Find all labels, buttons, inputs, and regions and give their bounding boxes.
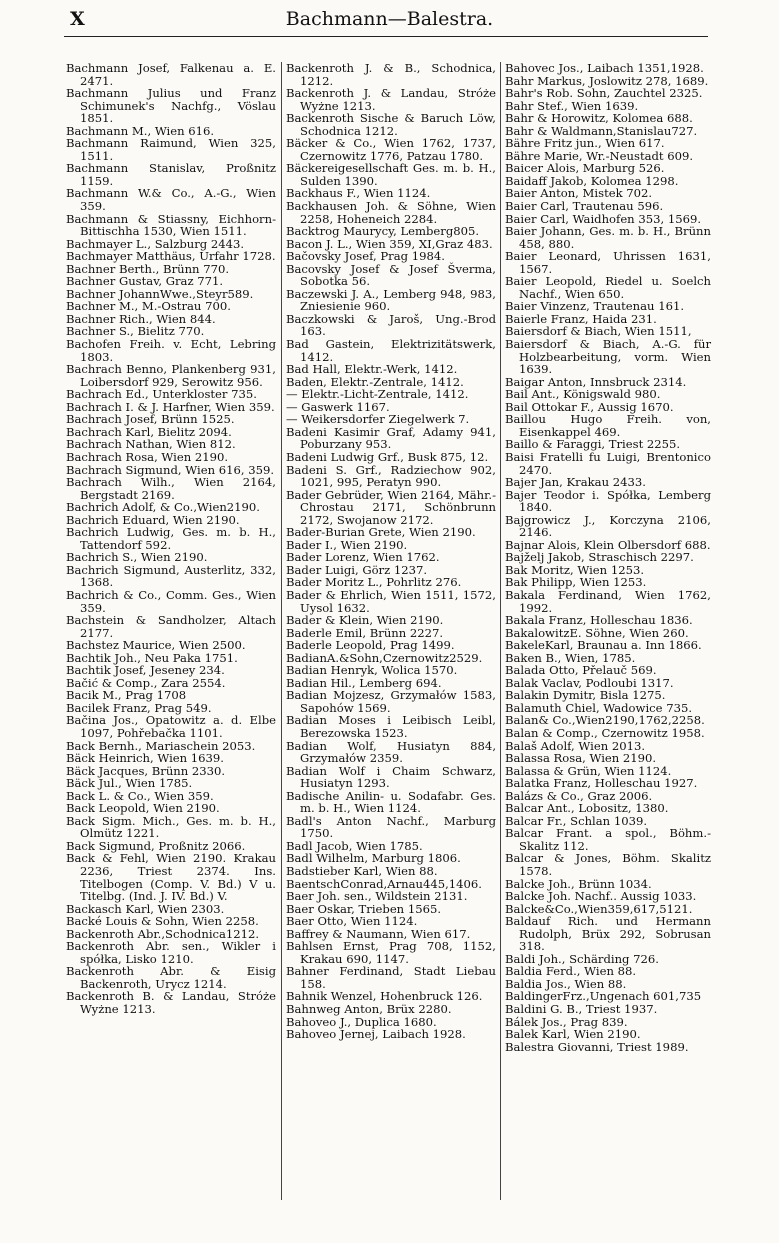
- directory-entry: Baidaff Jakob, Kolomea 1298.: [505, 173, 679, 188]
- directory-entry: Bäck Jacques, Brünn 2330.: [66, 763, 226, 778]
- directory-entry: Bäck Jul., Wien 1785.: [66, 776, 193, 791]
- directory-entry: Bader & Klein, Wien 2190.: [286, 613, 444, 628]
- page-title: Bachmann—Balestra.: [285, 8, 494, 30]
- directory-entry: Bachrach Benno, Plankenberg 931, Loibersdorf 929, Serowitz 956.: [66, 362, 276, 389]
- directory-entry: Balassa & Grün, Wien 1124.: [505, 763, 672, 778]
- directory-entry: Badl's Anton Nachf., Marburg 1750.: [286, 813, 496, 841]
- directory-entry: Bahr's Rob. Sohn, Zauchtel 2325.: [505, 86, 703, 101]
- directory-entry: Balatka Franz, Holleschau 1927.: [505, 776, 698, 791]
- directory-entry: Baldini G. B., Triest 1937.: [505, 1002, 658, 1017]
- directory-entry: Bačina Jos., Opatowitz a. d. Elbe 1097, Pohřebačka 1101.: [66, 713, 276, 740]
- directory-entry: Bachrach Karl, Bielitz 2094.: [66, 424, 232, 439]
- directory-entry: BaentschConrad,Arnau445,1406.: [286, 876, 482, 891]
- directory-entry: Bacilek Franz, Prag 549.: [66, 700, 212, 715]
- directory-entry: Bahnweg Anton, Brüx 2280.: [286, 1002, 452, 1017]
- directory-entry: Bachmayer Matthäus, Urfahr 1728.: [66, 249, 276, 264]
- directory-entry: Bachtik Joh., Neu Paka 1751.: [66, 650, 238, 665]
- directory-entry: Bachmann Raimund, Wien 325, 1511.: [66, 136, 276, 163]
- directory-entry: Bachner Rich., Wien 844.: [66, 311, 216, 326]
- directory-entry: Bad Gastein, Elektrizitätswerk, 1412.: [286, 337, 496, 364]
- directory-entry: Bachrach Ed., Unterkloster 735.: [66, 387, 257, 402]
- directory-entry: Balcke Joh., Brünn 1034.: [505, 876, 652, 891]
- directory-entry: Baldi Joh., Schärding 726.: [505, 951, 659, 966]
- directory-entry: Bähre Marie, Wr.-Neustadt 609.: [505, 148, 694, 163]
- directory-entry: Bachner JohannWwe.,Steyr589.: [66, 286, 254, 301]
- directory-entry: Baier Carl, Trautenau 596.: [505, 199, 664, 214]
- directory-entry: Bachrich Sigmund, Austerlitz, 332, 1368.: [66, 562, 276, 590]
- directory-entry: Bachmayer L., Salzburg 2443.: [66, 236, 245, 251]
- directory-entry: Balcar Ant., Lobositz, 1380.: [505, 801, 669, 816]
- directory-entry: Balestra Giovanni, Triest 1989.: [505, 1039, 689, 1054]
- directory-entry: Bachmann M., Wien 616.: [66, 123, 215, 138]
- directory-entry: Bachofen Freih. v. Echt, Lebring 1803.: [66, 337, 276, 364]
- directory-entry: Balek Karl, Wien 2190.: [505, 1027, 641, 1042]
- directory-entry: Bajer Jan, Krakau 2433.: [505, 475, 646, 490]
- column-3: [505, 62, 711, 1053]
- directory-entry: Back Sigmund, Proßnitz 2066.: [66, 838, 246, 853]
- directory-entry: Backé Louis & Sohn, Wien 2258.: [66, 914, 259, 929]
- directory-entry: Baiersdorf & Biach, A.-G. für Holzbearbeitung, vorm. Wien 1639.: [505, 337, 711, 377]
- directory-entry: Bajer Teodor i. Spółka, Lemberg 1840.: [505, 487, 711, 515]
- page-header: [0, 6, 779, 34]
- directory-entry: Bačić & Comp., Zara 2554.: [66, 675, 226, 690]
- directory-entry: Badian Hil., Lemberg 694.: [286, 675, 442, 690]
- directory-entry: Bader Luigi, Görz 1237.: [286, 562, 428, 577]
- directory-entry: Badian Wolf i Chaim Schwarz, Husiatyn 1293.: [286, 763, 496, 791]
- page-number: X: [70, 8, 85, 30]
- directory-entry: Baldia Jos., Wien 88.: [505, 976, 627, 991]
- directory-entry: Bachstein & Sandholzer, Altach 2177.: [66, 613, 276, 640]
- directory-entry: Bak Philipp, Wien 1253.: [505, 575, 647, 590]
- directory-entry: Baisi Fratelli fu Luigi, Brentonico 2470.: [505, 449, 711, 477]
- directory-entry: Bail Ant., Königswald 980.: [505, 387, 661, 402]
- column-divider: [500, 62, 501, 1200]
- directory-entry: Bachrich Eduard, Wien 2190.: [66, 512, 240, 527]
- directory-entry: Bachrach I. & J. Harfner, Wien 359.: [66, 399, 275, 414]
- directory-entry: Bader Gebrüder, Wien 2164, Mähr.-Chrostau 2171, Schönbrunn 2172, Swojanow 2172.: [286, 487, 496, 527]
- directory-entry: Bahr & Waldmann,Stanislau727.: [505, 123, 698, 138]
- column-2: [286, 62, 496, 1041]
- directory-entry: Bachstez Maurice, Wien 2500.: [66, 638, 246, 653]
- directory-entry: Bahnik Wenzel, Hohenbruck 126.: [286, 989, 483, 1004]
- directory-entry: Bahovec Jos., Laibach 1351,1928.: [505, 61, 704, 75]
- directory-entry: Bachrach Sigmund, Wien 616, 359.: [66, 462, 275, 477]
- directory-entry: Baczewski J. A., Lemberg 948, 983, Zniesienie 960.: [286, 286, 496, 314]
- directory-entry: BakalowitzE. Söhne, Wien 260.: [505, 625, 689, 640]
- directory-entry: Backhausen Joh. & Söhne, Wien 2258, Hoheneich 2284.: [286, 199, 496, 226]
- directory-entry: Balcke Joh. Nachf.. Aussig 1033.: [505, 889, 697, 904]
- directory-entry: Balan & Comp., Czernowitz 1958.: [505, 725, 705, 740]
- directory-entry: Bachrach Rosa, Wien 2190.: [66, 449, 229, 464]
- directory-entry: Bachmann W.& Co., A.-G., Wien 359.: [66, 186, 276, 214]
- directory-entry: Baierle Franz, Haida 231.: [505, 311, 657, 326]
- directory-entry: Baczkowski & Jaroš, Ung.-Brod 163.: [286, 311, 496, 339]
- directory-entry: Backenroth Sische & Baruch Löw, Schodnica 1212.: [286, 111, 496, 138]
- directory-entry: Balcke&Co.,Wien359,617,5121.: [505, 901, 693, 916]
- directory-entry: Badl Wilhelm, Marburg 1806.: [286, 851, 461, 866]
- header-rule: [64, 36, 708, 37]
- directory-entry: Bacovsky Josef & Josef Šverma, Sobotka 56.: [286, 261, 496, 289]
- directory-entry: Bachrich Adolf, & Co.,Wien2190.: [66, 500, 260, 515]
- directory-entry: Bachrich Ludwig, Ges. m. b. H., Tattendorf 592.: [66, 525, 276, 552]
- directory-entry: Baldauf Rich. und Hermann Rudolph, Brüx 292, Sobrusan 318.: [505, 914, 711, 954]
- directory-entry: Bahr Markus, Joslowitz 278, 1689.: [505, 73, 709, 88]
- column-1: [66, 62, 276, 1016]
- directory-entry: — Gaswerk 1167.: [286, 399, 390, 414]
- directory-entry: Bacik M., Prag 1708: [66, 688, 187, 703]
- directory-entry: Badstieber Karl, Wien 88.: [286, 864, 438, 878]
- directory-entry: Bachrach Nathan, Wien 812.: [66, 437, 236, 452]
- directory-entry: Balamuth Chiel, Wadowice 735.: [505, 700, 693, 715]
- directory-entry: Bachtik Josef, Jeseney 234.: [66, 663, 225, 678]
- directory-entry: Baer Joh. sen., Wildstein 2131.: [286, 889, 468, 904]
- directory-entry: Baderle Emil, Brünn 2227.: [286, 625, 444, 640]
- column-divider: [281, 62, 282, 1200]
- directory-entry: Balada Otto, Přelauč 569.: [505, 663, 657, 678]
- directory-entry: Bader Lorenz, Wien 1762.: [286, 550, 440, 565]
- directory-entry: Bähre Fritz jun., Wien 617.: [505, 136, 665, 151]
- directory-entry: Backenroth Abr. & Eisig Backenroth, Urycz 1214.: [66, 964, 276, 991]
- directory-entry: — Elektr.-Licht-Zentrale, 1412.: [286, 387, 469, 402]
- directory-entry: Baier Leonard, Uhrissen 1631, 1567.: [505, 249, 711, 276]
- directory-entry: Bachmann Julius und Franz Schimunek's Nachfg., Vöslau 1851.: [66, 86, 276, 126]
- directory-entry: Bachrich & Co., Comm. Ges., Wien 359.: [66, 587, 276, 615]
- directory-entry: BakeleKarl, Braunau a. Inn 1866.: [505, 638, 702, 653]
- directory-entry: BadianA.&Sohn,Czernowitz2529.: [286, 650, 483, 665]
- directory-entry: Baier Anton, Mistek 702.: [505, 186, 653, 201]
- directory-entry: Bachmann Stanislav, Proßnitz 1159.: [66, 161, 276, 188]
- directory-entry: Balcar Fr., Schlan 1039.: [505, 813, 648, 828]
- directory-entry: Backenroth Abr.,Schodnica1212.: [66, 926, 260, 941]
- directory-entry: Baden, Elektr.-Zentrale, 1412.: [286, 374, 464, 389]
- directory-entry: Badian Henryk, Wolica 1570.: [286, 663, 458, 678]
- directory-entry: Badian Wolf, Husiatyn 884, Grzymałów 2359.: [286, 738, 496, 766]
- directory-entry: Bachrach Josef, Brünn 1525.: [66, 412, 235, 427]
- directory-entry: Balassa Rosa, Wien 2190.: [505, 751, 657, 766]
- directory-entry: Bálek Jos., Prag 839.: [505, 1014, 628, 1029]
- directory-entry: Bachner M., M.-Ostrau 700.: [66, 299, 231, 314]
- directory-entry: Balaš Adolf, Wien 2013.: [505, 738, 646, 753]
- directory-entry: Back Bernh., Mariaschein 2053.: [66, 738, 256, 753]
- directory-entry: Baillou Hugo Freih. von, Eisenkappel 469.: [505, 412, 711, 439]
- directory-entry: Bahr Stef., Wien 1639.: [505, 98, 639, 113]
- directory-entry: Bader-Burian Grete, Wien 2190.: [286, 525, 476, 540]
- directory-entry: Bahoveo J., Duplica 1680.: [286, 1014, 437, 1029]
- directory-entry: Bachner Berth., Brünn 770.: [66, 261, 230, 276]
- directory-entry: Baier Johann, Ges. m. b. H., Brünn 458, 880.: [505, 224, 711, 251]
- directory-entry: Baken B., Wien, 1785.: [505, 650, 636, 665]
- directory-entry: Bad Hall, Elektr.-Werk, 1412.: [286, 362, 458, 377]
- directory-entry: Bachner S., Bielitz 770.: [66, 324, 205, 339]
- directory-entry: Back L. & Co., Wien 359.: [66, 788, 214, 803]
- directory-entry: Badian Mojzesz, Grzymałów 1583, Sapohów 1569.: [286, 688, 496, 715]
- directory-entry: — Weikersdorfer Ziegelwerk 7.: [286, 412, 470, 427]
- directory-entry: Bačovsky Josef, Prag 1984.: [286, 249, 445, 264]
- directory-entry: Bäcker & Co., Wien 1762, 1737, Czernowitz 1776, Patzau 1780.: [286, 136, 496, 163]
- directory-entry: Bachmann & Stiassny, Eichhorn-Bittischha 1530, Wien 1511.: [66, 211, 276, 239]
- directory-entry: Baigar Anton, Innsbruck 2314.: [505, 374, 687, 389]
- directory-entry: Bakala Ferdinand, Wien 1762, 1992.: [505, 587, 711, 615]
- directory-entry: Bahner Ferdinand, Stadt Liebau 158.: [286, 964, 496, 991]
- directory-entry: Bak Moritz, Wien 1253.: [505, 562, 645, 577]
- directory-entry: Bajgrowicz J., Korczyna 2106, 2146.: [505, 512, 711, 540]
- directory-entry: Baier Leopold, Riedel u. Soelch Nachf., Wien 650.: [505, 274, 711, 301]
- directory-entry: Badische Anilin- u. Sodafabr. Ges. m. b. H., Wien 1124.: [286, 788, 496, 816]
- directory-entry: Bahr & Horowitz, Kolomea 688.: [505, 111, 693, 126]
- directory-entry: Balan& Co.,Wien2190,1762,2258.: [505, 713, 705, 728]
- directory-entry: Baier Carl, Waidhofen 353, 1569.: [505, 211, 702, 226]
- directory-entry: Balcar & Jones, Böhm. Skalitz 1578.: [505, 851, 711, 878]
- directory-entry: Badeni Ludwig Grf., Busk 875, 12.: [286, 449, 489, 464]
- directory-entry: Balak Vaclav, Podloubi 1317.: [505, 675, 674, 690]
- directory-entry: Bajnar Alois, Klein Olbersdorf 688.: [505, 537, 711, 552]
- directory-entry: Badeni S. Grf., Radziechow 902, 1021, 995, Peratyn 990.: [286, 462, 496, 490]
- directory-entry: Bachrach Wilh., Wien 2164, Bergstadt 2169.: [66, 475, 276, 502]
- directory-entry: Baldia Ferd., Wien 88.: [505, 964, 637, 979]
- directory-entry: Bachrich S., Wien 2190.: [66, 550, 208, 565]
- directory-entry: Baicer Alois, Marburg 526.: [505, 161, 665, 176]
- directory-entry: Bader Moritz L., Pohrlitz 276.: [286, 575, 462, 590]
- directory-entry: Backasch Karl, Wien 2303.: [66, 901, 225, 916]
- directory-entry: Backtrog Maurycy, Lemberg805.: [286, 224, 480, 239]
- directory-entry: Bachner Gustav, Graz 771.: [66, 274, 224, 289]
- directory-entry: Backenroth J. & Landau, Stróże Wyżne 1213.: [286, 86, 496, 113]
- directory-entry: Bajželj Jakob, Straschisch 2297.: [505, 550, 694, 565]
- directory-entry: Bakala Franz, Holleschau 1836.: [505, 613, 693, 628]
- directory-entry: Back & Fehl, Wien 2190. Krakau 2236, Triest 2374. Ins. Titelbogen (Comp. V. Bd.) V u. Titelbg. (Ind. J. IV. Bd.) V.: [66, 851, 276, 904]
- directory-entry: Backenroth Abr. sen., Wikler i spółka, Lisko 1210.: [66, 939, 276, 966]
- directory-entry: Bahlsen Ernst, Prag 708, 1152, Krakau 690, 1147.: [286, 939, 496, 966]
- directory-entry: Baffrey & Naumann, Wien 617.: [286, 926, 471, 941]
- directory-entry: Bäckereigesellschaft Ges. m. b. H., Sulden 1390.: [286, 161, 496, 188]
- directory-entry: Bader & Ehrlich, Wien 1511, 1572, Uysol 1632.: [286, 587, 496, 615]
- directory-entry: Balakin Dymitr, Bisla 1275.: [505, 688, 666, 703]
- directory-entry: Baderle Leopold, Prag 1499.: [286, 638, 455, 653]
- directory-entry: Balázs & Co., Graz 2006.: [505, 788, 653, 803]
- directory-entry: Bäck Heinrich, Wien 1639.: [66, 751, 224, 766]
- directory-entry: Bachmann Josef, Falkenau a. E. 2471.: [66, 61, 276, 88]
- directory-entry: Balcar Frant. a spol., Böhm.-Skalitz 112.: [505, 826, 711, 853]
- directory-entry: Baiersdorf & Biach, Wien 1511,: [505, 324, 692, 339]
- directory-entry: Backhaus F., Wien 1124.: [286, 186, 431, 201]
- directory-entry: Backenroth J. & B., Schodnica, 1212.: [286, 61, 496, 88]
- directory-entry: BaldingerFrz.,Ungenach 601,735: [505, 989, 702, 1004]
- directory-entry: Badeni Kasimir Graf, Adamy 941, Poburzany 953.: [286, 424, 496, 452]
- directory-entry: Baillo & Faraggi, Triest 2255.: [505, 437, 681, 452]
- directory-entry: Bail Ottokar F., Aussig 1670.: [505, 399, 674, 414]
- directory-entry: Bader I., Wien 2190.: [286, 537, 408, 552]
- directory-entry: Back Sigm. Mich., Ges. m. b. H., Olmütz 1221.: [66, 813, 276, 841]
- directory-entry: Baer Oskar, Trieben 1565.: [286, 901, 442, 916]
- directory-entry: Backenroth B. & Landau, Stróże Wyżne 1213.: [66, 989, 276, 1017]
- directory-entry: Bacon J. L., Wien 359, XI,Graz 483.: [286, 236, 493, 251]
- directory-entry: Badl Jacob, Wien 1785.: [286, 838, 423, 853]
- directory-entry: Back Leopold, Wien 2190.: [66, 801, 220, 816]
- directory-entry: Baier Vinzenz, Trautenau 161.: [505, 299, 685, 314]
- directory-entry: Bahoveo Jernej, Laibach 1928.: [286, 1027, 466, 1042]
- directory-entry: Baer Otto, Wien 1124.: [286, 914, 418, 929]
- directory-entry: Badian Moses i Leibisch Leibl, Berezowska 1523.: [286, 713, 496, 740]
